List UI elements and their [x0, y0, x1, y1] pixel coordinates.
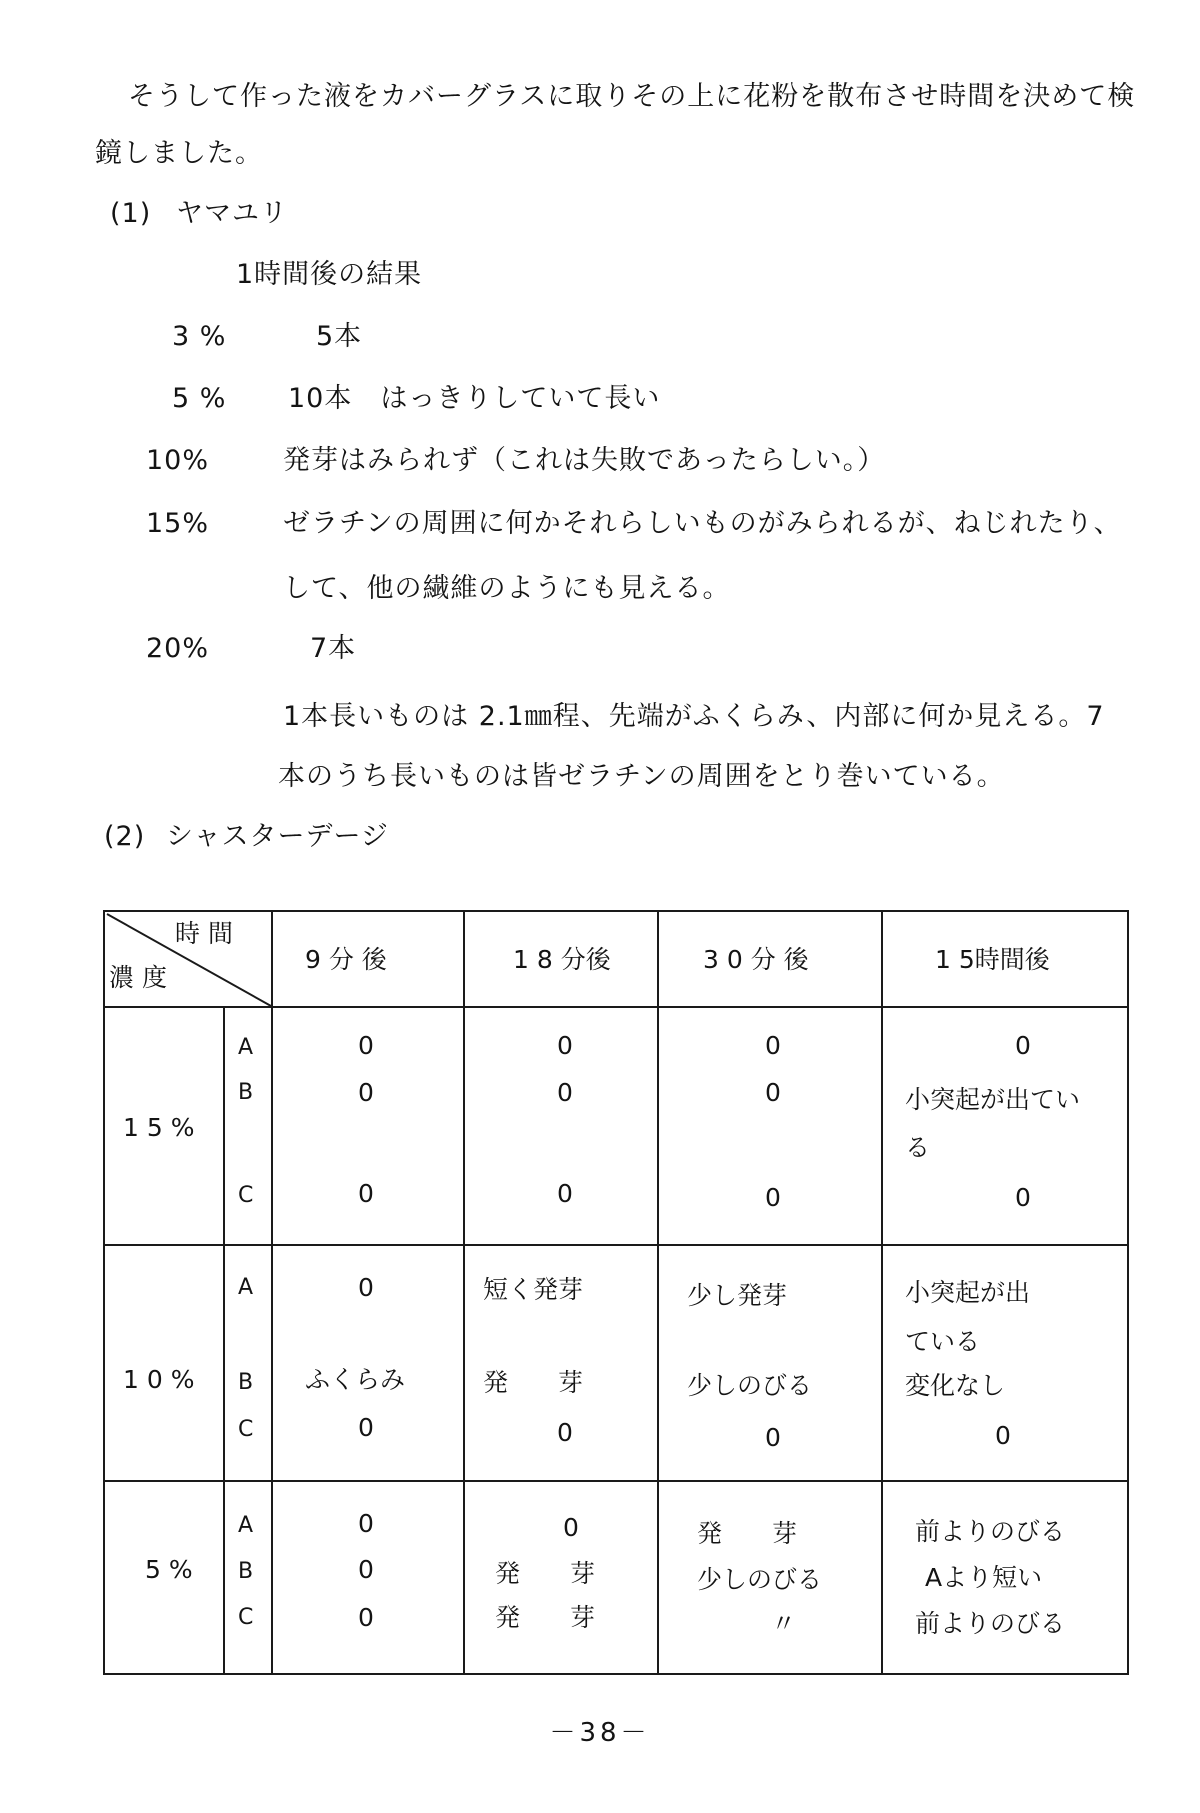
table-cell: 0 [358, 1509, 374, 1538]
group-conc-5: 5 % [145, 1555, 193, 1584]
header-30min: 3 0 分 後 [703, 945, 809, 974]
table-rule [881, 912, 883, 1673]
group-conc-10: 1 0 % [123, 1365, 195, 1394]
results-table [103, 910, 1129, 1675]
table-cell: 前よりのびる [915, 1609, 1066, 1638]
table-cell: 少し発芽 [687, 1281, 788, 1310]
group-conc-15: 1 5 % [123, 1113, 195, 1142]
section-2-title: シャスターデージ [166, 821, 389, 852]
row-label-b: B [238, 1559, 254, 1584]
section-1-title: ヤマユリ [176, 198, 288, 229]
table-cell: 前よりのびる [915, 1517, 1066, 1546]
table-cell: ふくらみ [305, 1365, 406, 1394]
header-18min: 1 8 分後 [513, 945, 611, 974]
table-cell: 0 [1015, 1183, 1031, 1212]
table-cell: 0 [557, 1418, 573, 1447]
result-text-5: 10本 はっきりしていて長い [288, 383, 661, 414]
table-cell: 0 [557, 1031, 573, 1060]
table-cell: 0 [358, 1555, 374, 1584]
table-rule [105, 1244, 1127, 1246]
note-line-2: 本のうち長いものは皆ゼラチンの周囲をとり巻いている。 [278, 761, 1005, 792]
result-text-15-cont: して、他の繊維のようにも見える。 [283, 573, 731, 604]
table-cell: 発 芽 [495, 1603, 596, 1632]
result-conc-10: 10% [146, 445, 210, 476]
paragraph-line-2: 鏡しました。 [95, 138, 263, 169]
table-cell: 0 [765, 1183, 781, 1212]
table-cell: 0 [765, 1078, 781, 1107]
table-cell: ている [905, 1327, 981, 1356]
corner-time-label: 時 間 [175, 919, 233, 948]
table-cell: 少しのびる [687, 1371, 813, 1400]
table-cell: 0 [1015, 1031, 1031, 1060]
table-cell: 発 芽 [495, 1559, 596, 1588]
table-cell: 0 [557, 1078, 573, 1107]
paragraph-line-1: そうして作った液をカバーグラスに取りその上に花粉を散布させ時間を決めて検 [128, 81, 1136, 112]
table-cell: 0 [563, 1513, 579, 1542]
result-conc-20: 20% [146, 633, 210, 664]
row-label-a: A [238, 1275, 254, 1300]
table-cell: る [905, 1133, 931, 1162]
table-cell: Aより短い [925, 1563, 1043, 1592]
table-cell: 0 [557, 1179, 573, 1208]
table-rule [223, 1006, 225, 1673]
row-label-c: C [238, 1605, 254, 1630]
table-cell: 〃 [771, 1609, 797, 1638]
row-label-a: A [238, 1035, 254, 1060]
table-rule [657, 912, 659, 1673]
row-label-c: C [238, 1417, 254, 1442]
table-cell: 0 [358, 1031, 374, 1060]
table-cell: 小突起が出てい [905, 1085, 1081, 1114]
result-text-15: ゼラチンの周囲に何かそれらしいものがみられるが、ねじれたり、 [283, 508, 1122, 539]
note-line-1: 1本長いものは 2.1㎜程、先端がふくらみ、内部に何か見える。7 [283, 701, 1105, 732]
table-cell: 0 [358, 1273, 374, 1302]
table-rule [105, 1480, 1127, 1482]
result-conc-3: 3 % [172, 321, 227, 352]
table-rule [463, 912, 465, 1673]
table-cell: 発 芽 [697, 1519, 798, 1548]
table-cell: 0 [765, 1423, 781, 1452]
page-number: －38－ [549, 1718, 651, 1748]
table-rule [271, 912, 273, 1673]
table-cell: 0 [358, 1078, 374, 1107]
header-9min: 9 分 後 [305, 945, 387, 974]
result-text-10: 発芽はみられず（これは失敗であったらしい。） [283, 445, 886, 476]
table-cell: 0 [358, 1413, 374, 1442]
result-text-3: 5本 [316, 321, 363, 352]
corner-conc-label: 濃 度 [109, 963, 167, 992]
result-conc-15: 15% [146, 508, 210, 539]
table-cell: 0 [358, 1179, 374, 1208]
table-cell: 短く発芽 [483, 1275, 584, 1304]
table-cell: 0 [765, 1031, 781, 1060]
row-label-b: B [238, 1370, 254, 1395]
row-label-b: B [238, 1080, 254, 1105]
table-cell: 変化なし [905, 1371, 1006, 1400]
header-15hr: 1 5時間後 [935, 945, 1050, 974]
table-cell: 0 [995, 1421, 1011, 1450]
table-cell: 少しのびる [697, 1565, 823, 1594]
row-label-a: A [238, 1513, 254, 1538]
section-1-label: (1) [110, 198, 152, 229]
table-cell: 発 芽 [483, 1368, 584, 1397]
table-cell: 小突起が出 [905, 1278, 1031, 1307]
result-text-20: 7本 [310, 633, 357, 664]
section-2-label: (2) [104, 821, 146, 852]
row-label-c: C [238, 1183, 254, 1208]
section-1-subtitle: 1時間後の結果 [236, 259, 423, 290]
table-cell: 0 [358, 1603, 374, 1632]
result-conc-5: 5 % [172, 383, 227, 414]
